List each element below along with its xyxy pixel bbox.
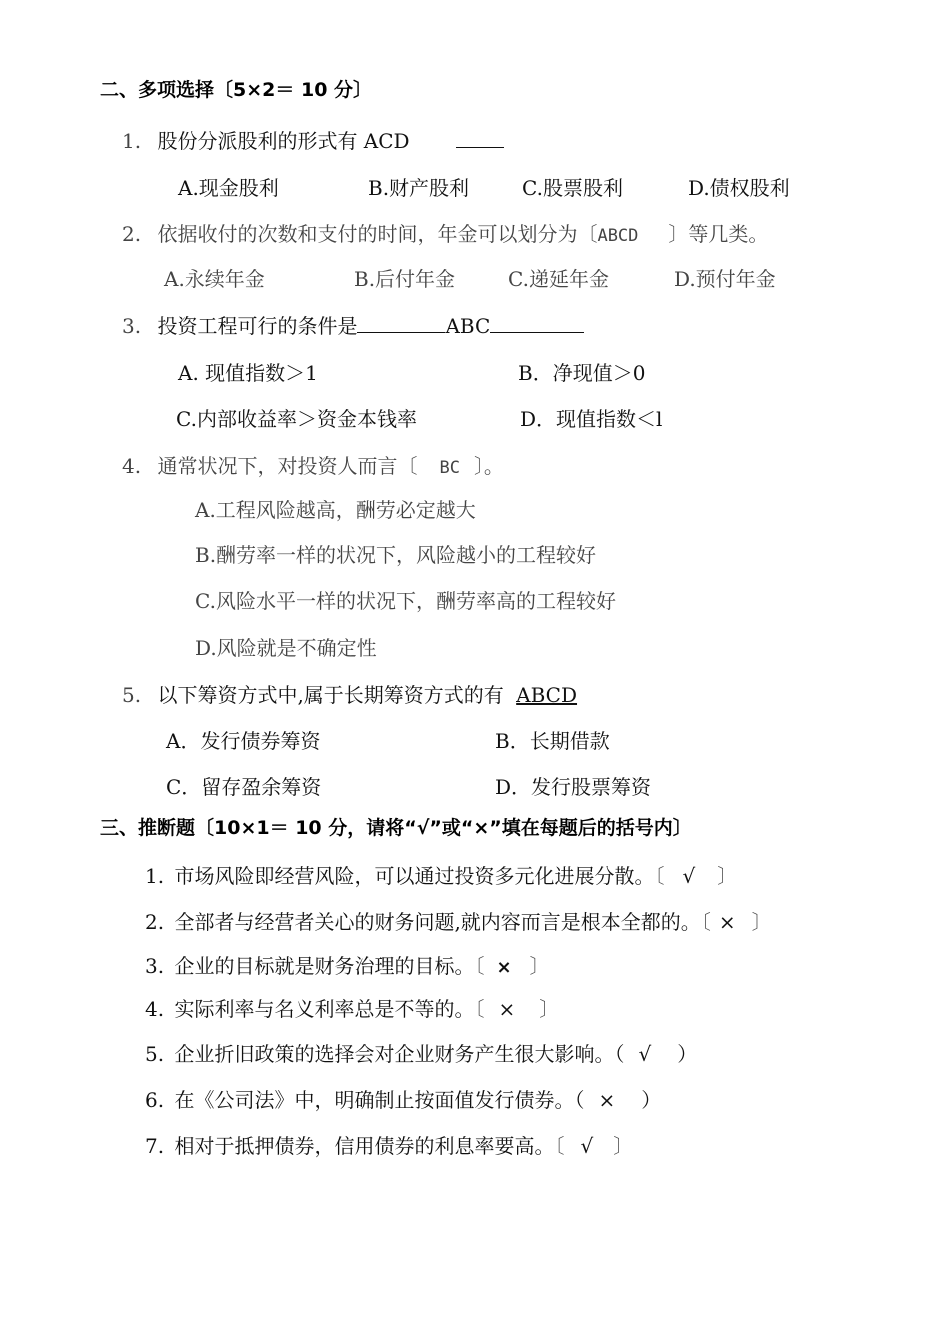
judge-item-5 [145, 1042, 697, 1066]
q1-option-d: D.债权股利 [688, 176, 790, 200]
judge-item-7-mark: √ [580, 1134, 594, 1158]
judge-item-1-text: 市场风险即经营风险，可以通过投资多元化进展分散。 [174, 864, 655, 888]
judge-item-6 [145, 1088, 661, 1112]
judge-item-3-close: 〕 [529, 954, 550, 978]
q4-option-d: D.风险就是不确定性 [195, 636, 377, 660]
q3-number: 3. [122, 314, 142, 338]
judge-item-6-close: ） [641, 1088, 662, 1112]
q4-option-b: B.酬劳率一样的状况下，风险越小的工程较好 [195, 543, 597, 567]
judge-item-5-text: 企业折旧政策的选择会对企业财务产生很大影响。 [174, 1042, 615, 1066]
q2-text: 依据收付的次数和支付的时间，年金可以划分为〔 [157, 222, 598, 246]
q1-text: 股份分派股利的形式有 ACD [157, 129, 410, 153]
judge-item-2-mark: × [718, 910, 736, 934]
q4-option-c: C.风险水平一样的状况下，酬劳率高的工程较好 [195, 589, 616, 613]
q5-option-b: B．长期借款 [495, 729, 610, 753]
q5-text: 以下筹资方式中,属于长期筹资方式的有 [157, 683, 504, 707]
q1-option-b: B.财产股利 [368, 176, 470, 200]
judge-item-3-text: 企业的目标就是财务治理的目标。 [174, 954, 475, 978]
q1-number: 1. [122, 129, 142, 153]
judge-item-5-number: 5. [145, 1042, 165, 1066]
judge-item-6-text: 在《公司法》中，明确制止按面值发行债券。 [174, 1088, 575, 1112]
q2-text-after: 〕等几类。 [668, 222, 769, 246]
q5-option-c: C．留存盈余筹资 [166, 775, 322, 799]
judge-item-6-open: （ [574, 1088, 585, 1112]
q2-option-b: B.后付年金 [354, 267, 456, 291]
q2-option-a: A.永续年金 [164, 267, 265, 291]
q4-option-a: A.工程风险越高，酬劳必定越大 [195, 498, 476, 522]
q4-number: 4. [122, 454, 142, 478]
judge-item-2-text: 全部者与经营者关心的财务问题,就内容而言是根本全都的。 [174, 910, 701, 934]
judge-item-7-open: 〔 [554, 1134, 565, 1158]
judge-item-5-close: ） [677, 1042, 698, 1066]
judge-item-1-open: 〔 [654, 864, 665, 888]
judge-item-7-text: 相对于抵押债券，信用债券的利息率要高。 [174, 1134, 555, 1158]
q4-line [122, 454, 504, 480]
judge-item-3 [145, 954, 550, 980]
judge-item-7-close: 〕 [613, 1134, 634, 1158]
judge-item-2-open: 〔 [700, 910, 711, 934]
judge-item-4-open: 〔 [474, 997, 485, 1021]
q3-option-a: A. 现值指数＞1 [178, 361, 318, 385]
judge-item-5-open: （ [614, 1042, 625, 1066]
judge-item-1-number: 1. [145, 864, 165, 888]
judge-item-4-text: 实际利率与名义利率总是不等的。 [174, 997, 475, 1021]
q1-option-a: A.现金股利 [178, 176, 279, 200]
q4-text-after: 〕。 [473, 454, 504, 478]
judge-item-3-mark: × [496, 957, 512, 978]
q3-blank-left [357, 313, 445, 333]
judge-item-1 [145, 864, 737, 888]
judge-item-5-mark: √ [638, 1042, 652, 1066]
q3-blank-right [490, 313, 584, 333]
judge-item-7 [145, 1134, 633, 1158]
judge-item-3-number: 3. [145, 954, 165, 978]
q3-line [122, 313, 584, 338]
q3-text: 投资工程可行的条件是 [157, 314, 358, 338]
judge-item-7-number: 7. [145, 1134, 165, 1158]
q1-line [122, 128, 504, 153]
q5-answer: ABCD [516, 683, 578, 707]
q5-number: 5. [122, 683, 142, 707]
judge-item-3-open: 〔 [474, 954, 485, 978]
q2-option-c: C.递延年金 [508, 267, 609, 291]
q2-number: 2. [122, 222, 142, 246]
q3-option-d: D．现值指数＜l [520, 407, 663, 431]
judge-item-4 [145, 997, 559, 1021]
judge-item-4-close: 〕 [539, 997, 560, 1021]
judge-item-6-mark: × [598, 1088, 616, 1112]
q1-option-c: C.股票股利 [522, 176, 623, 200]
q5-option-d: D．发行股票筹资 [495, 775, 652, 799]
judge-item-2-number: 2. [145, 910, 165, 934]
judge-item-6-number: 6. [145, 1088, 165, 1112]
q3-option-b: B．净现值＞0 [518, 361, 646, 385]
q2-option-d: D.预付年金 [674, 267, 776, 291]
q3-answer: ABC [445, 314, 491, 338]
judge-item-4-number: 4. [145, 997, 165, 1021]
judge-item-2 [145, 910, 772, 934]
judge-item-2-close: 〕 [751, 910, 772, 934]
q1-answer-blank [456, 128, 504, 148]
q5-line [122, 683, 577, 707]
q2-line [122, 222, 768, 248]
q2-answer: ABCD [597, 226, 639, 246]
q3-option-c: C.内部收益率＞资金本钱率 [176, 407, 417, 431]
q5-option-a: A．发行债券筹资 [166, 729, 321, 753]
judge-item-1-mark: √ [682, 864, 696, 888]
judge-item-4-mark: × [498, 997, 516, 1021]
q4-text: 通常状况下，对投资人而言〔 [157, 454, 418, 478]
section2-title: 二、多项选择〔5×2＝ 10 分〕 [100, 79, 373, 101]
section3-title: 三、推断题〔10×1＝ 10 分，请将“√”或“×”填在每题后的括号内〕 [100, 817, 692, 839]
q4-answer: BC [439, 458, 460, 478]
judge-item-1-close: 〕 [717, 864, 738, 888]
